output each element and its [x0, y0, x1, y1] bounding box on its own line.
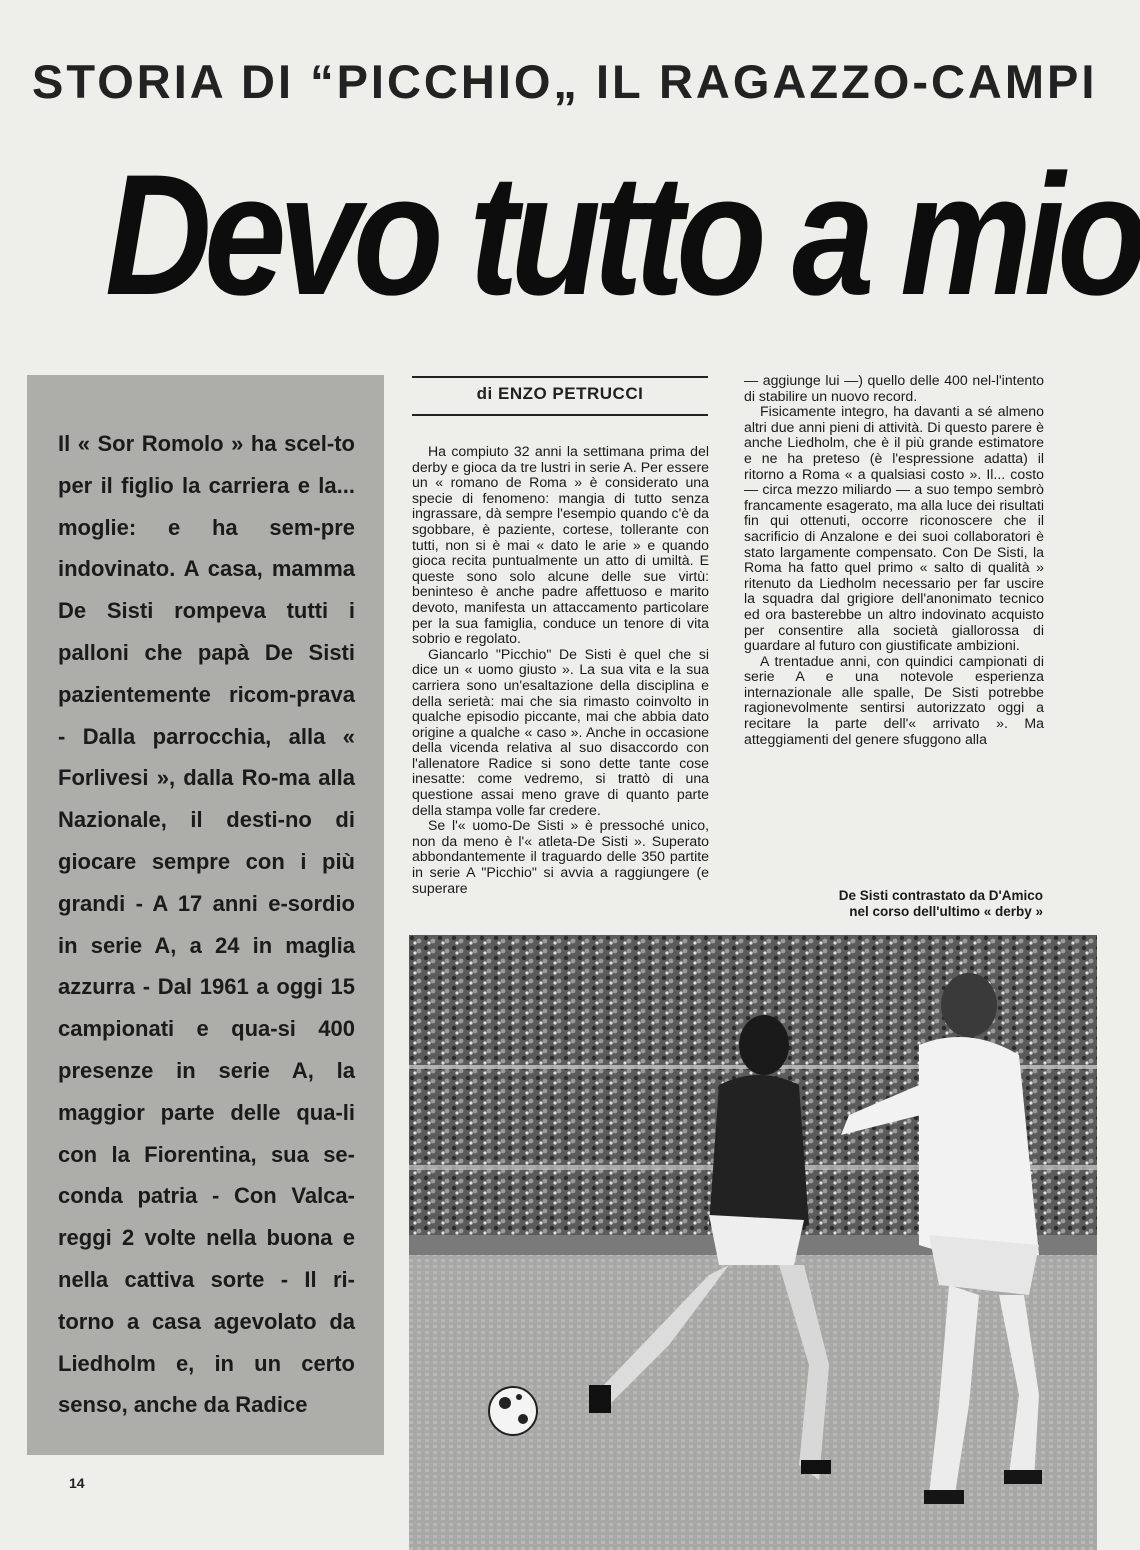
caption-line: nel corso dell'ultimo « derby » [849, 904, 1043, 919]
football [489, 1387, 537, 1435]
photo-caption [790, 888, 1043, 920]
byline-rule-bottom [412, 414, 708, 416]
paragraph: Ha compiuto 32 anni la settimana prima del derby e gioca da tre lustri in serie A. Per essere un « romano de Roma » è considerato una specie di fenomeno: mangia di tutto senza ingrassare, dà sempre l'esempio quando c'è da sgobbare, è paziente, cortese, tollerante con tutti, non si è mai « dato le arie » e quando gioca recita puntualmente un atto di umiltà. E queste sono solo alcune delle sue virtù: beninteso è anche padre affettuoso e marito devoto, manifesta un attaccamento particolare per la sua famiglia, conduce un tenore di vita sobrio e regolato. [412, 443, 709, 647]
paragraph: Giancarlo "Picchio" De Sisti è quel che si dice un « uomo giusto ». La sua vita e la sua carriera sono un'esaltazione della disciplina e della serietà: mai che sia rimasto coinvolto in qualche episodio piccante, mai che abbia dato origine a qualche « caso ». Anche in occasione della vicenda relativa al suo disaccordo con l'allenatore Radice si sono dette tante cose inesatte: come vedremo, si trattò di una questione assai meno grave di quanto parte della stampa volle far credere. [412, 645, 709, 818]
byline-rule-top [412, 376, 708, 378]
paragraph: Se l'« uomo-De Sisti » è pressoché unico, non da meno è l'« atleta-De Sisti ». Superato abbondantemente il traguardo delle 350 partite in serie A "Picchio" si avvia a raggiungere (e superare [412, 817, 709, 896]
caption-line: De Sisti contrastato da D'Amico [838, 888, 1043, 903]
paragraph: A trentadue anni, con quindici campionati di serie A e una notevole esperienza internazionale alle spalle, De Sisti potrebbe ragionevolmente sentirsi autorizzato oggi a recitare la parte dell'« arrivato ». Ma atteggiamenti del genere sfuggono alla [744, 652, 1044, 747]
summary-text: Il « Sor Romolo » ha scel-to per il figlio la carriera e la... moglie: e ha sem-pre indovinato. A casa, mamma De Sisti rompeva tutti i palloni che papà De Sisti pazientemente ricom-prava - Dalla parrocchia, alla « Forlivesi », dalla Ro-ma alla Nazionale, il desti-no di giocare sempre con i più grandi - A 17 anni e-sordio in serie A, a 24 in maglia azzurra - Dal 1961 a oggi 15 campionati e qua-si 400 presenze in serie A, la maggior parte delle qua-li con la Fiorentina, sua se-conda patria - Con Valca-reggi 2 volte nella buona e nella cattiva sorte - Il ri-torno a casa agevolato da Liedholm e, in un certo senso, anche da Radice [58, 431, 355, 1418]
byline: di ENZO PETRUCCI [476, 384, 644, 403]
article-column-middle [412, 444, 709, 896]
page-number: 14 [69, 1475, 85, 1491]
article-kicker: STORIA DI “PICCHIO„ IL RAGAZZO-CAMPI [32, 55, 1098, 108]
paragraph: — aggiunge lui —) quello delle 400 nel-l'intento di stabilire un nuovo record. [744, 372, 1044, 404]
article-headline: Devo tutto a mio [105, 139, 1140, 331]
article-column-right [744, 373, 1044, 747]
paragraph: Fisicamente integro, ha davanti a sé almeno altri due anni pieni di attività. Di questo parere è anche Liedholm, che è il più grande estimatore e ne ha preteso (è l'espressione adatta) il ritorno a Roma « a qualsiasi costo ». Il... costo — circa mezzo miliardo — a suo tempo sembrò francamente esagerato, ma alla luce dei risultati fin qui ottenuti, occorre riconoscere che il sacrificio di Anzalone e dei suoi collaboratori è stato largamente compensato. Con De Sisti, la Roma ha fatto quel primo « salto di qualità » ritenuto da Liedholm necessario per far uscire la squadra dal grigiore dell'anonimato tecnico ed ora basterebbe un altro indovinato acquisto per consentire alla società giallorossa di guardare al futuro con giustificate ambizioni. [744, 403, 1044, 654]
match-photo [409, 935, 1097, 1550]
